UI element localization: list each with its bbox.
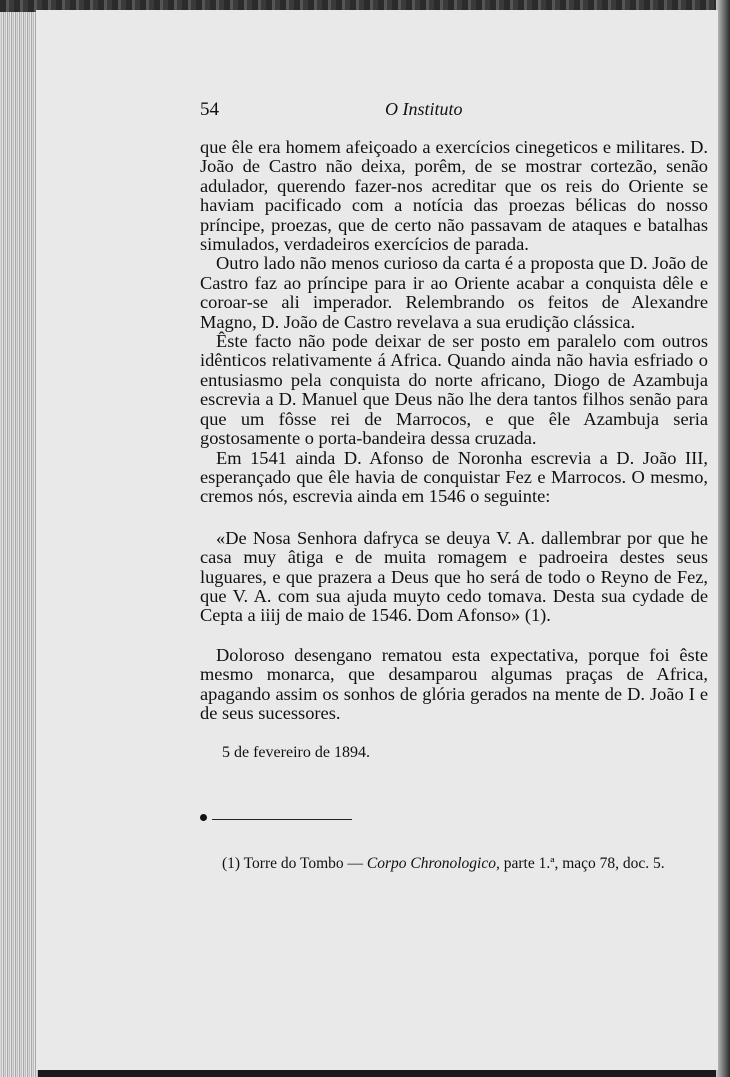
page-header: [200, 98, 708, 138]
body-paragraph: Outro lado não menos curioso da carta é a proposta que D. João de Castro faz ao príncipe para ir ao Oriente acabar a conquista dêle e coroar-se ali imperador. Relembrando os feitos de Alexandre Magno, D. João de Castro revelava a sua erudição clássica.: [200, 253, 708, 332]
quoted-letter: «De Nosa Senhora dafryca se deuya V. A. dallembrar por que he casa muy âtiga e de muita romagem e padroeira destes seus luguares, e que prazera a Deus que ho será de todo o Reyno de Fez, que V. A. com sua ajuda muyto cedo tomava. Desta sua cydade de Cepta a iiij de maio de 1546. Dom Afonso» (1).: [200, 527, 708, 626]
body-paragraph: que êle era homem afeiçoado a exercícios cinegeticos e militares. D. João de Castro não deixa, porêm, de se mostrar cortezão, senão adulador, querendo fazer-nos acreditar que os reis do Oriente se haviam pacificado com a notícia das proezas bélicas do nosso príncipe, proezas, que de certo não passavam de ataques e batalhas simulados, verdadeiros exercícios de parada.: [200, 137, 708, 255]
book-page: [36, 10, 718, 1070]
book-right-shadow: [716, 0, 730, 1077]
body-paragraph: Em 1541 ainda D. Afonso de Noronha escrevia a D. João III, esperançado que êle havia de conquistar Fez e Marrocos. O mesmo, cremos nós, escrevia ainda em 1546 o seguinte:: [200, 447, 708, 507]
ink-dot: [200, 814, 207, 821]
footnote-title: Corpo Chronologico,: [366, 854, 500, 872]
dateline: 5 de fevereiro de 1894.: [222, 744, 370, 762]
page-number: 54: [200, 99, 219, 120]
book-page-edges: [0, 12, 38, 1077]
footnote-separator: [200, 811, 708, 823]
body-paragraph: Êste facto não pode deixar de ser posto em paralelo com outros idênticos relativamente á Africa. Quando ainda não havia esfriado o entusiasmo pela conquista do norte africano, Diogo de Azambuja escrevia a D. Manuel que Deus não lhe dera tantos filhos senão para que um fôsse rei de Marrocos, e que êle Azambuja seria gostosamente o porta-bandeira dessa cruzada.: [200, 331, 708, 449]
page-content: [200, 98, 708, 872]
closing-paragraph: Doloroso desengano rematou esta expectativa, porque foi êste mesmo monarca, que desamparou algumas praças de Africa, apagando assim os sonhos de glória gerados na mente de D. João I e de seus sucessores.: [200, 644, 708, 723]
separator-line: [212, 819, 352, 820]
footnote: [200, 855, 708, 872]
footnote-suffix: parte 1.ª, maço 78, doc. 5.: [499, 854, 665, 872]
running-title: O Instituto: [385, 99, 463, 119]
footnote-prefix: (1) Torre do Tombo —: [222, 854, 367, 872]
